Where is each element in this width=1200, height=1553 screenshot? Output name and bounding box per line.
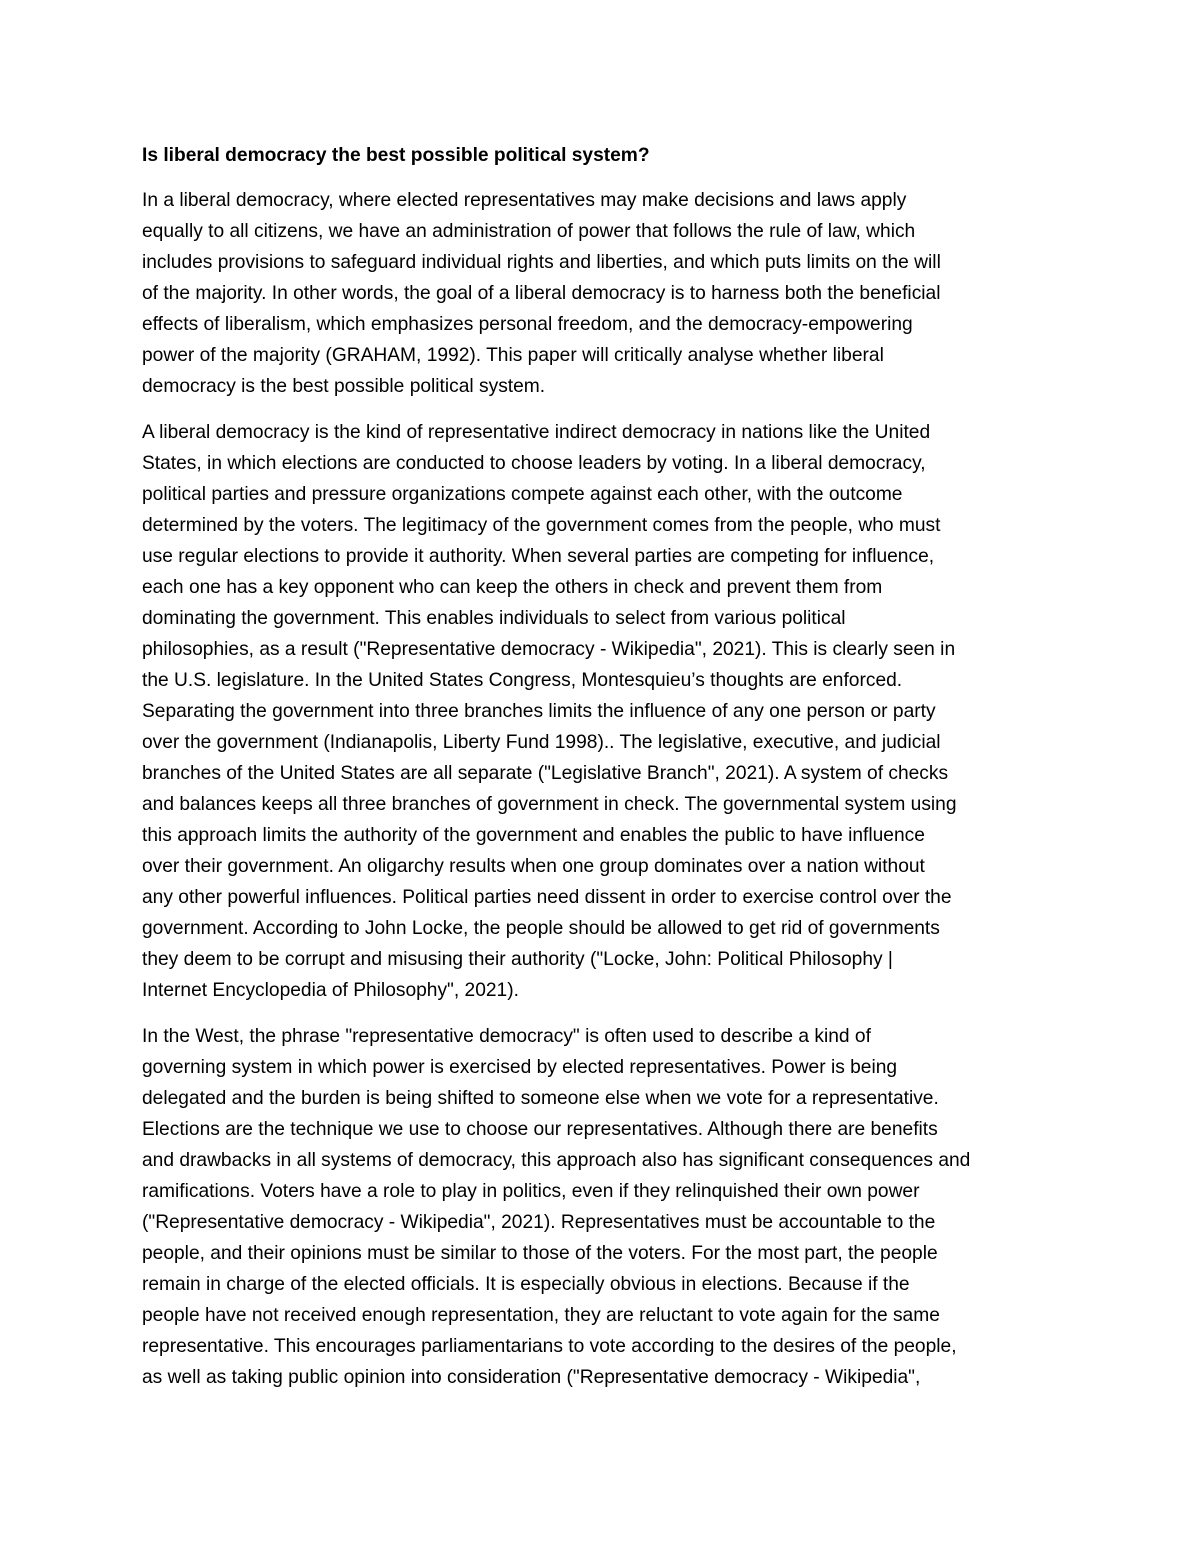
paragraph-line: of the majority. In other words, the goal of a liberal democracy is to harness both the beneficial	[142, 283, 941, 304]
paragraph-line: States, in which elections are conducted to choose leaders by voting. In a liberal democracy,	[142, 453, 926, 474]
paragraph-line: and balances keeps all three branches of government in check. The governmental system using	[142, 794, 957, 815]
paragraphs-container	[142, 185, 1072, 1393]
paragraph-line: equally to all citizens, we have an administration of power that follows the rule of law, which	[142, 221, 916, 242]
paragraph-line: remain in charge of the elected officials. It is especially obvious in elections. Because if the	[142, 1274, 910, 1295]
paragraph-line: over the government (Indianapolis, Liberty Fund 1998).. The legislative, executive, and judicial	[142, 732, 941, 753]
paragraph-line: ramifications. Voters have a role to play in politics, even if they relinquished their own power	[142, 1181, 920, 1202]
paragraph-line: governing system in which power is exercised by elected representatives. Power is being	[142, 1057, 898, 1078]
paragraph	[142, 417, 1072, 1006]
paragraph-line: over their government. An oligarchy results when one group dominates over a nation without	[142, 856, 925, 877]
paragraph	[142, 1021, 1072, 1393]
paragraph-line: and drawbacks in all systems of democracy, this approach also has significant consequences and	[142, 1150, 971, 1171]
paragraph-line: any other powerful influences. Political parties need dissent in order to exercise control over the	[142, 887, 952, 908]
paragraph-line: effects of liberalism, which emphasizes personal freedom, and the democracy-empowering	[142, 314, 913, 335]
paragraph-line: as well as taking public opinion into consideration ("Representative democracy - Wikipedia",	[142, 1367, 921, 1388]
paragraph-line: Separating the government into three branches limits the influence of any one person or party	[142, 701, 936, 722]
paragraph-line: branches of the United States are all separate ("Legislative Branch", 2021). A system of checks	[142, 763, 949, 784]
paragraph-line: In a liberal democracy, where elected representatives may make decisions and laws apply	[142, 190, 907, 211]
paragraph-line: determined by the voters. The legitimacy of the government comes from the people, who must	[142, 515, 941, 536]
paragraph-line: Elections are the technique we use to choose our representatives. Although there are benefits	[142, 1119, 938, 1140]
document-body	[142, 140, 1072, 1408]
paragraph-line: this approach limits the authority of the government and enables the public to have influence	[142, 825, 925, 846]
paragraph-line: each one has a key opponent who can keep the others in check and prevent them from	[142, 577, 883, 598]
paragraph-line: includes provisions to safeguard individual rights and liberties, and which puts limits on the will	[142, 252, 941, 273]
paragraph-line: political parties and pressure organizations compete against each other, with the outcome	[142, 484, 903, 505]
paragraph-line: the U.S. legislature. In the United States Congress, Montesquieu’s thoughts are enforced.	[142, 670, 903, 691]
paragraph-line: people have not received enough representation, they are reluctant to vote again for the same	[142, 1305, 940, 1326]
paragraph-line: use regular elections to provide it authority. When several parties are competing for influence,	[142, 546, 935, 567]
paragraph-line: philosophies, as a result ("Representative democracy - Wikipedia", 2021). This is clearly seen in	[142, 639, 956, 660]
paragraph-line: Internet Encyclopedia of Philosophy", 2021).	[142, 980, 519, 1001]
paragraph-line: dominating the government. This enables individuals to select from various political	[142, 608, 846, 629]
paragraph-line: In the West, the phrase "representative democracy" is often used to describe a kind of	[142, 1026, 871, 1047]
paragraph-line: A liberal democracy is the kind of representative indirect democracy in nations like the United	[142, 422, 931, 443]
paragraph-line: delegated and the burden is being shifted to someone else when we vote for a representative.	[142, 1088, 939, 1109]
paragraph-line: representative. This encourages parliamentarians to vote according to the desires of the people,	[142, 1336, 957, 1357]
paragraph-line: democracy is the best possible political system.	[142, 376, 546, 397]
document-title: Is liberal democracy the best possible political system?	[142, 145, 650, 166]
paragraph	[142, 185, 1072, 402]
paragraph-line: government. According to John Locke, the people should be allowed to get rid of governments	[142, 918, 940, 939]
paragraph-line: people, and their opinions must be similar to those of the voters. For the most part, the people	[142, 1243, 938, 1264]
paragraph-line: power of the majority (GRAHAM, 1992). This paper will critically analyse whether liberal	[142, 345, 884, 366]
paragraph-line: ("Representative democracy - Wikipedia", 2021). Representatives must be accountable to the	[142, 1212, 936, 1233]
paragraph-line: they deem to be corrupt and misusing their authority ("Locke, John: Political Philosophy |	[142, 949, 893, 970]
